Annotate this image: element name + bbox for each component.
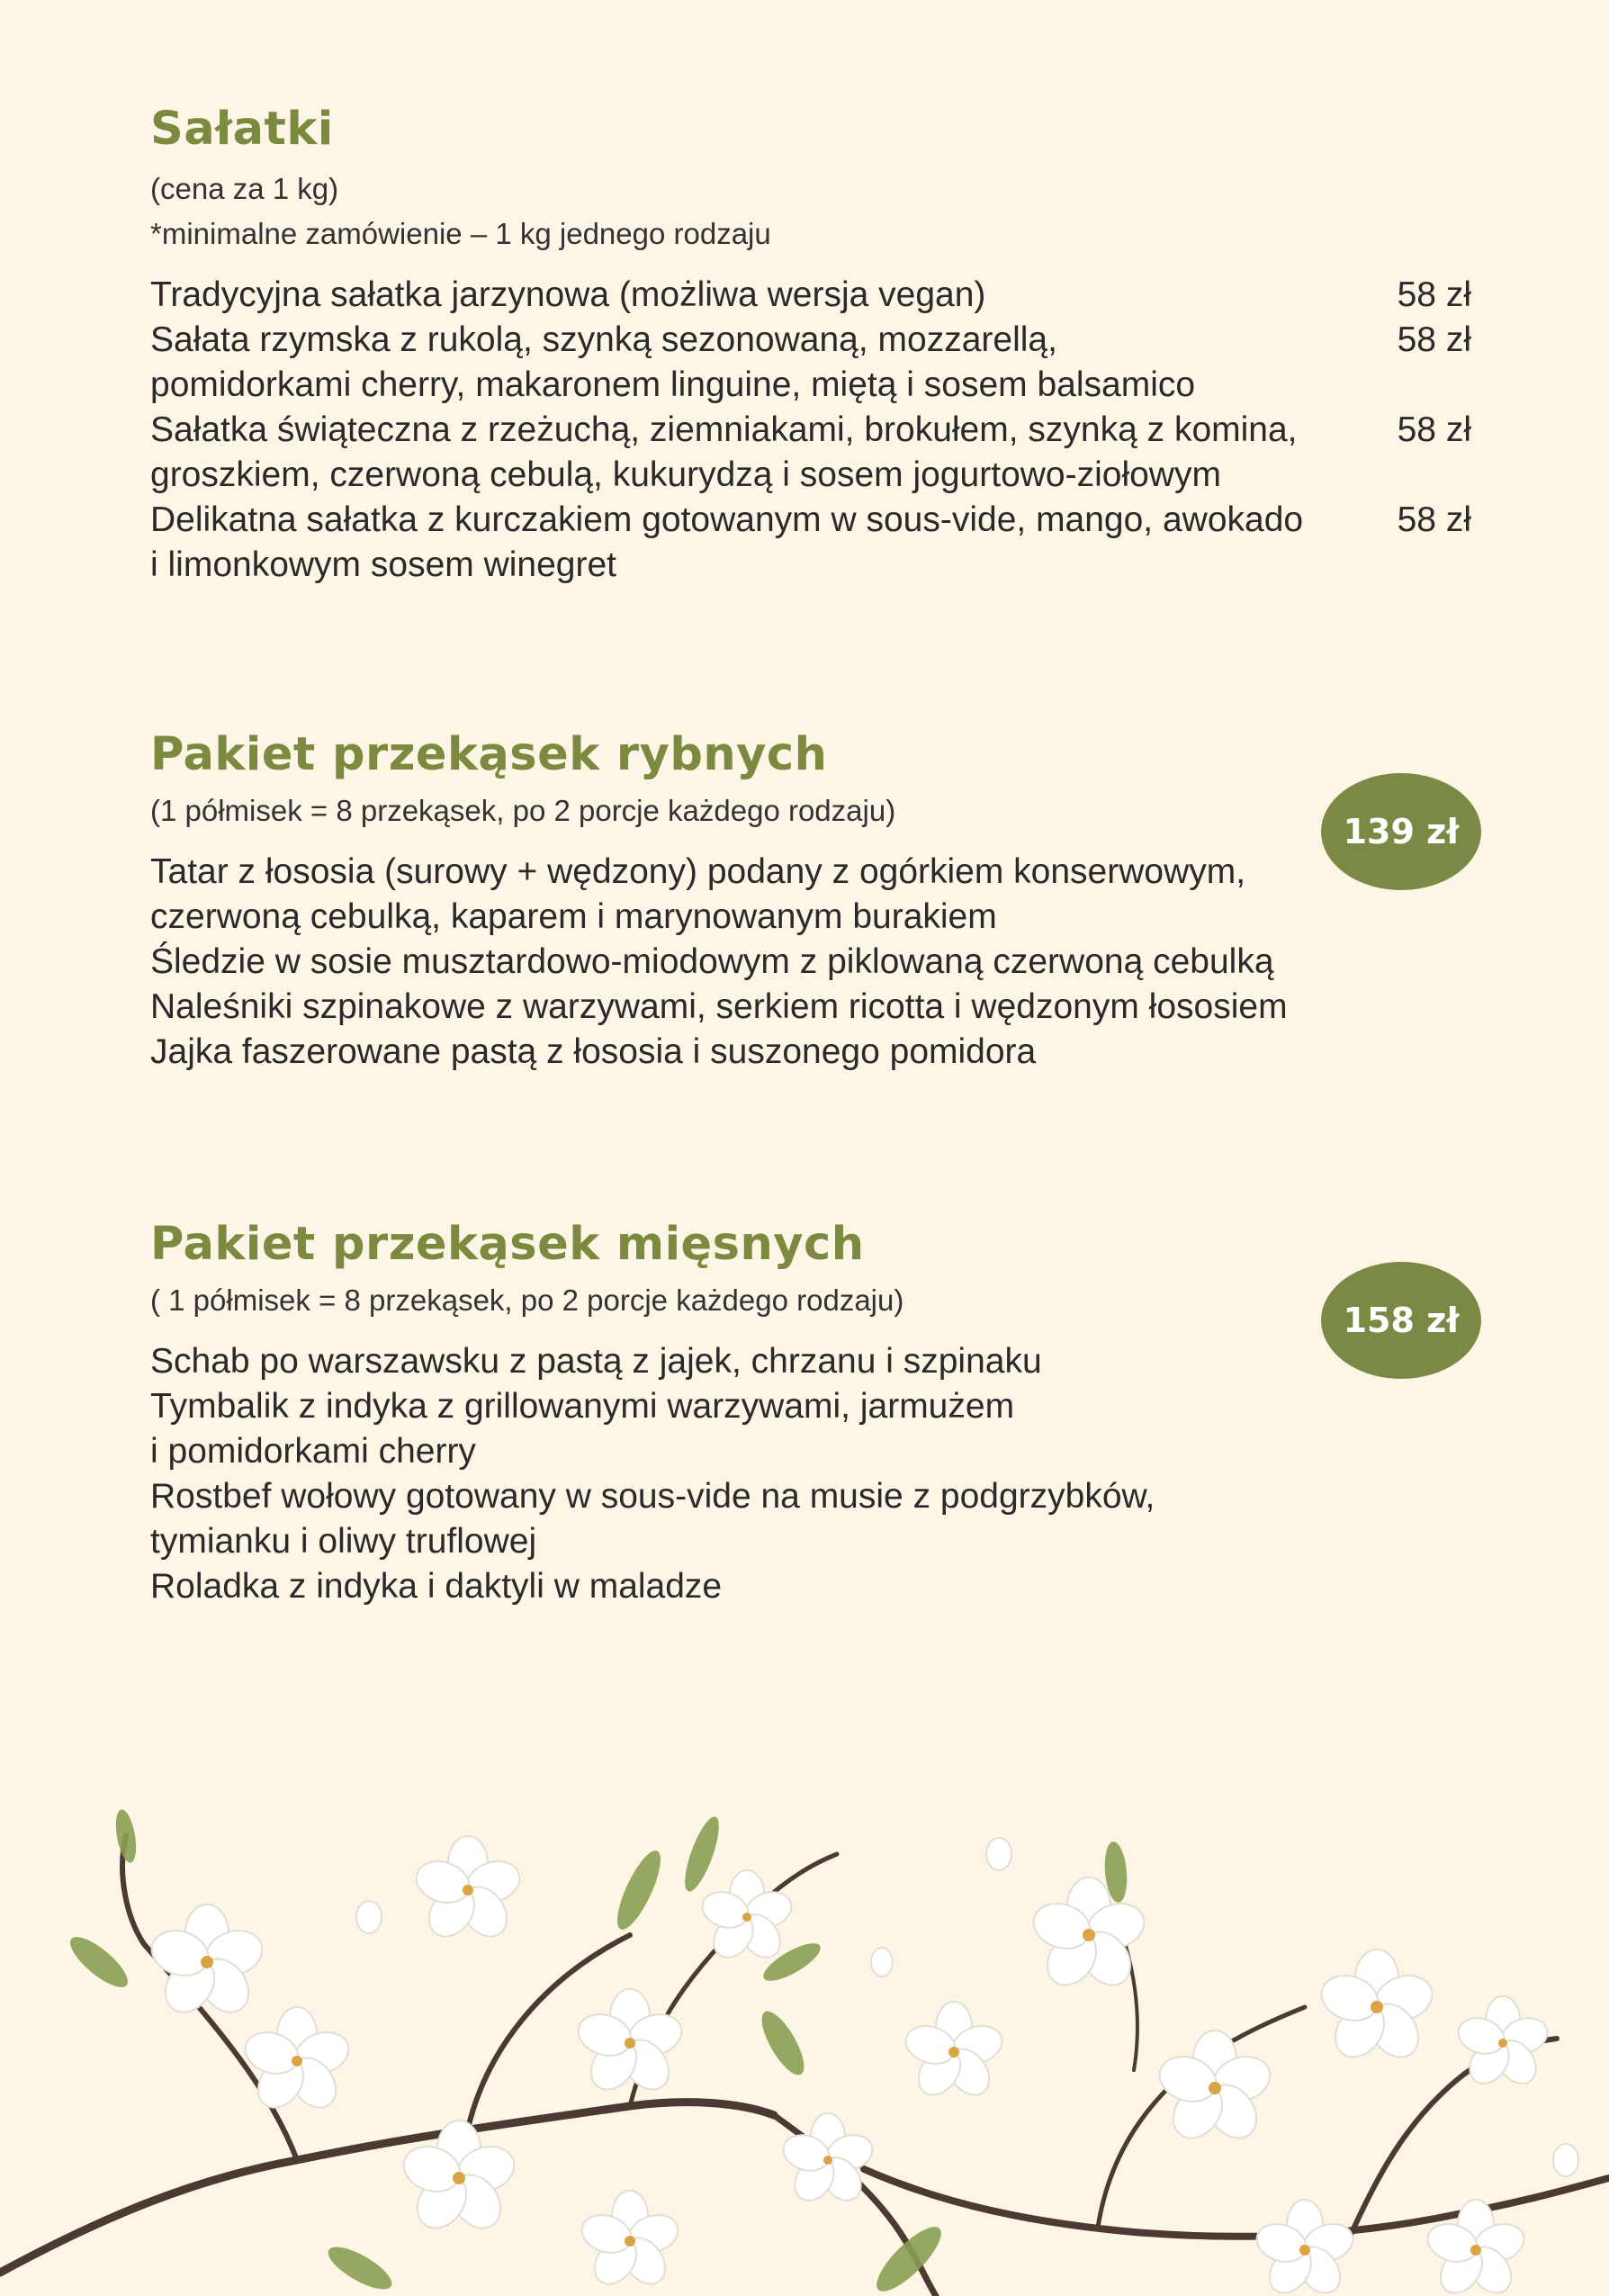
fish-item-line: czerwoną cebulką, kaparem i marynowanym burakiem bbox=[150, 897, 997, 936]
meat-price-badge: 158 zł bbox=[1321, 1262, 1481, 1379]
salad-item-price: 58 zł bbox=[1397, 410, 1471, 449]
salads-section bbox=[150, 103, 1482, 588]
fish-title: Pakiet przekąsek rybnych bbox=[150, 728, 828, 781]
fish-list bbox=[150, 850, 1482, 1075]
salads-min-order-note: *minimalne zamówienie – 1 kg jednego rodzaju bbox=[150, 217, 771, 250]
salad-item bbox=[150, 273, 1471, 318]
fish-item-line: Tatar z łososia (surowy + wędzony) podany z ogórkiem konserwowym, bbox=[150, 852, 1246, 891]
fish-item-line: Śledzie w sosie musztardowo-miodowym z piklowaną czerwoną cebulką bbox=[150, 942, 1274, 981]
salad-item-price: 58 zł bbox=[1397, 275, 1471, 314]
meat-portion-note: ( 1 półmisek = 8 przekąsek, po 2 porcje każdego rodzaju) bbox=[150, 1283, 904, 1317]
salad-item bbox=[150, 318, 1471, 408]
salads-price-note: (cena za 1 kg) bbox=[150, 172, 339, 205]
meat-list bbox=[150, 1339, 1482, 1609]
salads-title: Sałatki bbox=[150, 103, 334, 156]
salad-item-line: Sałata rzymska z rukolą, szynką sezonowaną, mozzarellą, bbox=[150, 320, 1057, 359]
meat-title: Pakiet przekąsek mięsnych bbox=[150, 1218, 865, 1271]
salads-list bbox=[150, 273, 1482, 588]
salad-item bbox=[150, 498, 1471, 588]
fish-price-badge: 139 zł bbox=[1321, 773, 1481, 890]
salad-item bbox=[150, 408, 1471, 498]
meat-item-line: Roladka z indyka i daktyli w maladze bbox=[150, 1567, 723, 1606]
meat-item-line: i pomidorkami cherry bbox=[150, 1432, 476, 1471]
salad-item-line: Sałatka świąteczna z rzeżuchą, ziemniakami, brokułem, szynką z komina, bbox=[150, 410, 1298, 449]
salad-item-line: Tradycyjna sałatka jarzynowa (możliwa wersja vegan) bbox=[150, 275, 986, 314]
salad-item-price: 58 zł bbox=[1397, 320, 1471, 359]
salad-item-line: Delikatna sałatka z kurczakiem gotowanym w sous-vide, mango, awokado bbox=[150, 500, 1304, 539]
fish-item-line: Jajka faszerowane pastą z łososia i suszonego pomidora bbox=[150, 1032, 1037, 1071]
meat-item-line: Rostbef wołowy gotowany w sous-vide na musie z podgrzybków, bbox=[150, 1477, 1155, 1516]
fish-section bbox=[150, 728, 1482, 1075]
salad-item-price: 58 zł bbox=[1397, 500, 1471, 539]
fish-item-line: Naleśniki szpinakowe z warzywami, serkiem ricotta i wędzonym łososiem bbox=[150, 987, 1288, 1026]
meat-item-line: tymianku i oliwy truflowej bbox=[150, 1522, 537, 1561]
fish-portion-note: (1 półmisek = 8 przekąsek, po 2 porcje każdego rodzaju) bbox=[150, 794, 896, 827]
salad-item-line: i limonkowym sosem winegret bbox=[150, 545, 616, 584]
meat-item-line: Tymbalik z indyka z grillowanymi warzywami, jarmużem bbox=[150, 1387, 1015, 1426]
salad-item-line: groszkiem, czerwoną cebulą, kukurydzą i sosem jogurtowo-ziołowym bbox=[150, 455, 1221, 494]
salad-item-line: pomidorkami cherry, makaronem linguine, miętą i sosem balsamico bbox=[150, 365, 1196, 404]
meat-section bbox=[150, 1218, 1482, 1609]
blossom-branch-decoration bbox=[0, 1782, 1609, 2296]
meat-item-line: Schab po warszawsku z pastą z jajek, chrzanu i szpinaku bbox=[150, 1342, 1042, 1381]
